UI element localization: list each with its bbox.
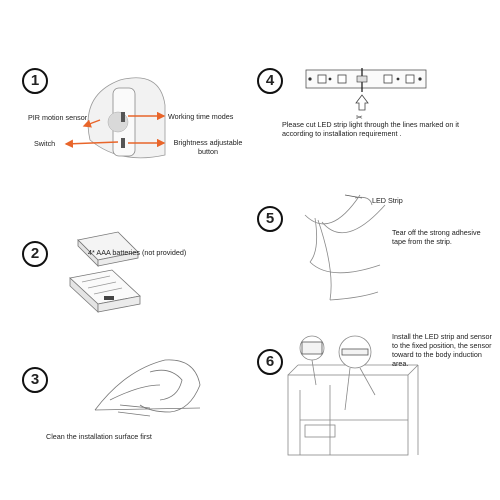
label-switch: Switch (34, 139, 56, 148)
label-batteries: 4* AAA batteries (not provided) (88, 248, 187, 257)
label-pir-motion-sensor: PIR motion sensor (28, 113, 88, 122)
led-strip-adhesive-illustration (305, 195, 385, 300)
label-clean-surface: Clean the installation surface first (46, 432, 152, 441)
hand-cleaning-illustration (95, 360, 200, 416)
step-3-number: 3 (22, 367, 48, 393)
step-4-number: 4 (257, 68, 283, 94)
label-tear-off-tape: Tear off the strong adhesive tape from the strip. (392, 228, 481, 246)
step-5-number: 5 (257, 206, 283, 232)
battery-compartment-illustration (70, 232, 140, 312)
svg-text:✂: ✂ (356, 113, 363, 122)
led-strip-segment (306, 68, 426, 122)
label-working-time-modes: Working time modes (168, 112, 234, 121)
label-brightness-button: Brightness adjustable button (173, 138, 243, 156)
step-2-number: 2 (22, 241, 48, 267)
step-6-number: 6 (257, 349, 283, 375)
label-install-instructions: Install the LED strip and sensor to the fixed position, the sensor toward to the body induction area. (392, 332, 492, 368)
label-cut-strip: Please cut LED strip light through the lines marked on it according to installation requirement . (282, 120, 459, 138)
step-1-number: 1 (22, 68, 48, 94)
label-led-strip: LED Strip (372, 196, 403, 205)
